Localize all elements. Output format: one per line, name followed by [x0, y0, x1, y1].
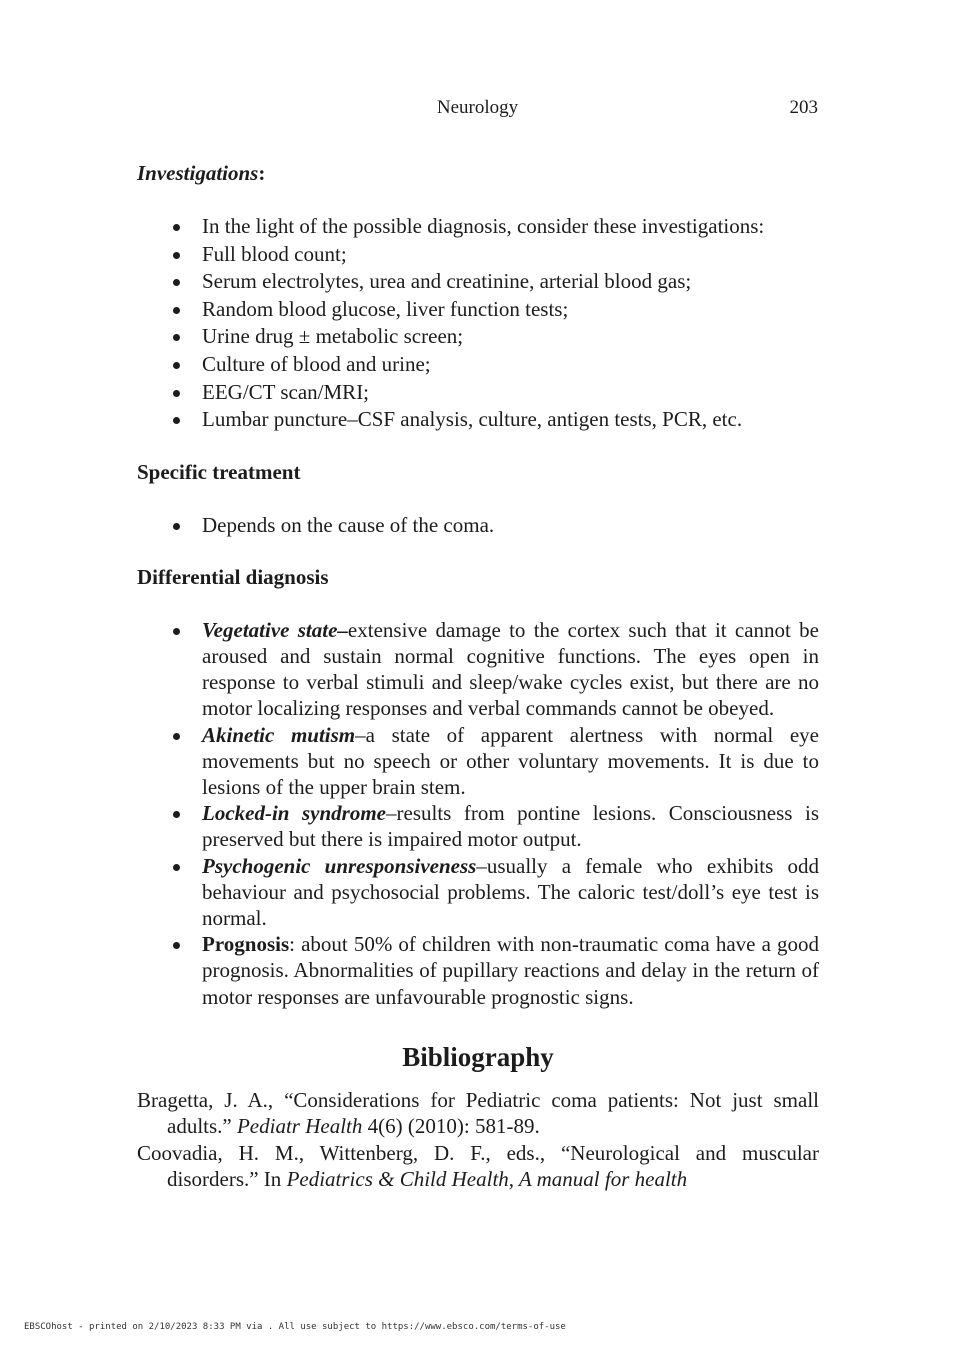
differential-diagnosis-list [137, 617, 819, 1010]
term-description: extensive damage to the cortex such that it cannot be aroused and sustain normal cognitive functions. The eyes open in response to verbal stimuli and sleep/wake cycles exist, but there are no motor localizing responses and verbal commands cannot be obeyed. [202, 617, 819, 721]
list-item: Urine drug ± metabolic screen; [137, 323, 819, 351]
citation-details: 4(6) (2010): 581-89. [362, 1114, 540, 1139]
term-label: Locked-in syndrome [202, 801, 386, 826]
list-item: Culture of blood and urine; [137, 351, 819, 379]
term-label: Prognosis [202, 932, 290, 957]
running-title: Neurology [436, 97, 519, 118]
page-content [137, 160, 819, 1193]
citation-journal: Pediatrics & Child Health, A manual for health [286, 1167, 688, 1192]
list-item: EEG/CT scan/MRI; [137, 379, 819, 407]
term-description: : about 50% of children with non-traumatic coma have a good prognosis. Abnormalities of pupillary reactions and delay in the return of motor responses are unfavourable prognostic signs. [202, 932, 819, 1009]
list-item [137, 617, 819, 722]
citation-text: Bragetta, J. A., “Considerations for Pediatric coma patients: Not just small adults.” [137, 1087, 819, 1139]
list-item: Lumbar puncture–CSF analysis, culture, antigen tests, PCR, etc. [137, 406, 819, 434]
differential-diagnosis-heading: Differential diagnosis [137, 564, 329, 589]
page-number: 203 [789, 97, 818, 118]
term-description: –usually a female who exhibits odd behaviour and psychosocial problems. The caloric test/doll’s eye test is normal. [202, 853, 819, 930]
term-label: Psychogenic unresponsiveness [202, 853, 477, 878]
bibliography-entry [137, 1087, 819, 1140]
specific-treatment-heading: Specific treatment [137, 459, 301, 484]
term-label: Vegetative state– [202, 617, 348, 642]
print-footer: EBSCOhost - printed on 2/10/2023 8:33 PM via . All use subject to https://www.ebsco.com/terms-of-use [24, 1322, 566, 1332]
list-item [137, 853, 819, 932]
list-item: Serum electrolytes, urea and creatinine, arterial blood gas; [137, 268, 819, 296]
list-item: Depends on the cause of the coma. [137, 512, 819, 539]
list-item [137, 931, 819, 1010]
list-item: Full blood count; [137, 241, 819, 269]
citation-journal: Pediatr Health [236, 1114, 363, 1139]
term-description: –results from pontine lesions. Consciousness is preserved but there is impaired motor output. [202, 801, 819, 852]
bibliography-list [137, 1087, 819, 1193]
investigations-heading-text: Investigations [137, 161, 259, 185]
citation-text: Coovadia, H. M., Wittenberg, D. F., eds., “Neurological and muscular disorders.” In [137, 1140, 819, 1192]
bibliography-entry [137, 1140, 819, 1193]
investigations-list [137, 213, 819, 434]
list-item: Random blood glucose, liver function tests; [137, 296, 819, 324]
investigations-heading [137, 160, 819, 187]
running-header [0, 97, 955, 121]
term-description: –a state of apparent alertness with normal eye movements but no speech or other voluntary movements. It is due to lesions of the upper brain stem. [202, 722, 819, 799]
bibliography-heading: Bibliography [402, 1041, 554, 1072]
investigations-heading-colon: : [258, 161, 266, 185]
list-item [137, 800, 819, 852]
specific-treatment-list [137, 512, 819, 539]
list-item [137, 722, 819, 801]
term-label: Akinetic mutism [202, 722, 356, 747]
list-item: In the light of the possible diagnosis, consider these investigations: [137, 213, 819, 241]
